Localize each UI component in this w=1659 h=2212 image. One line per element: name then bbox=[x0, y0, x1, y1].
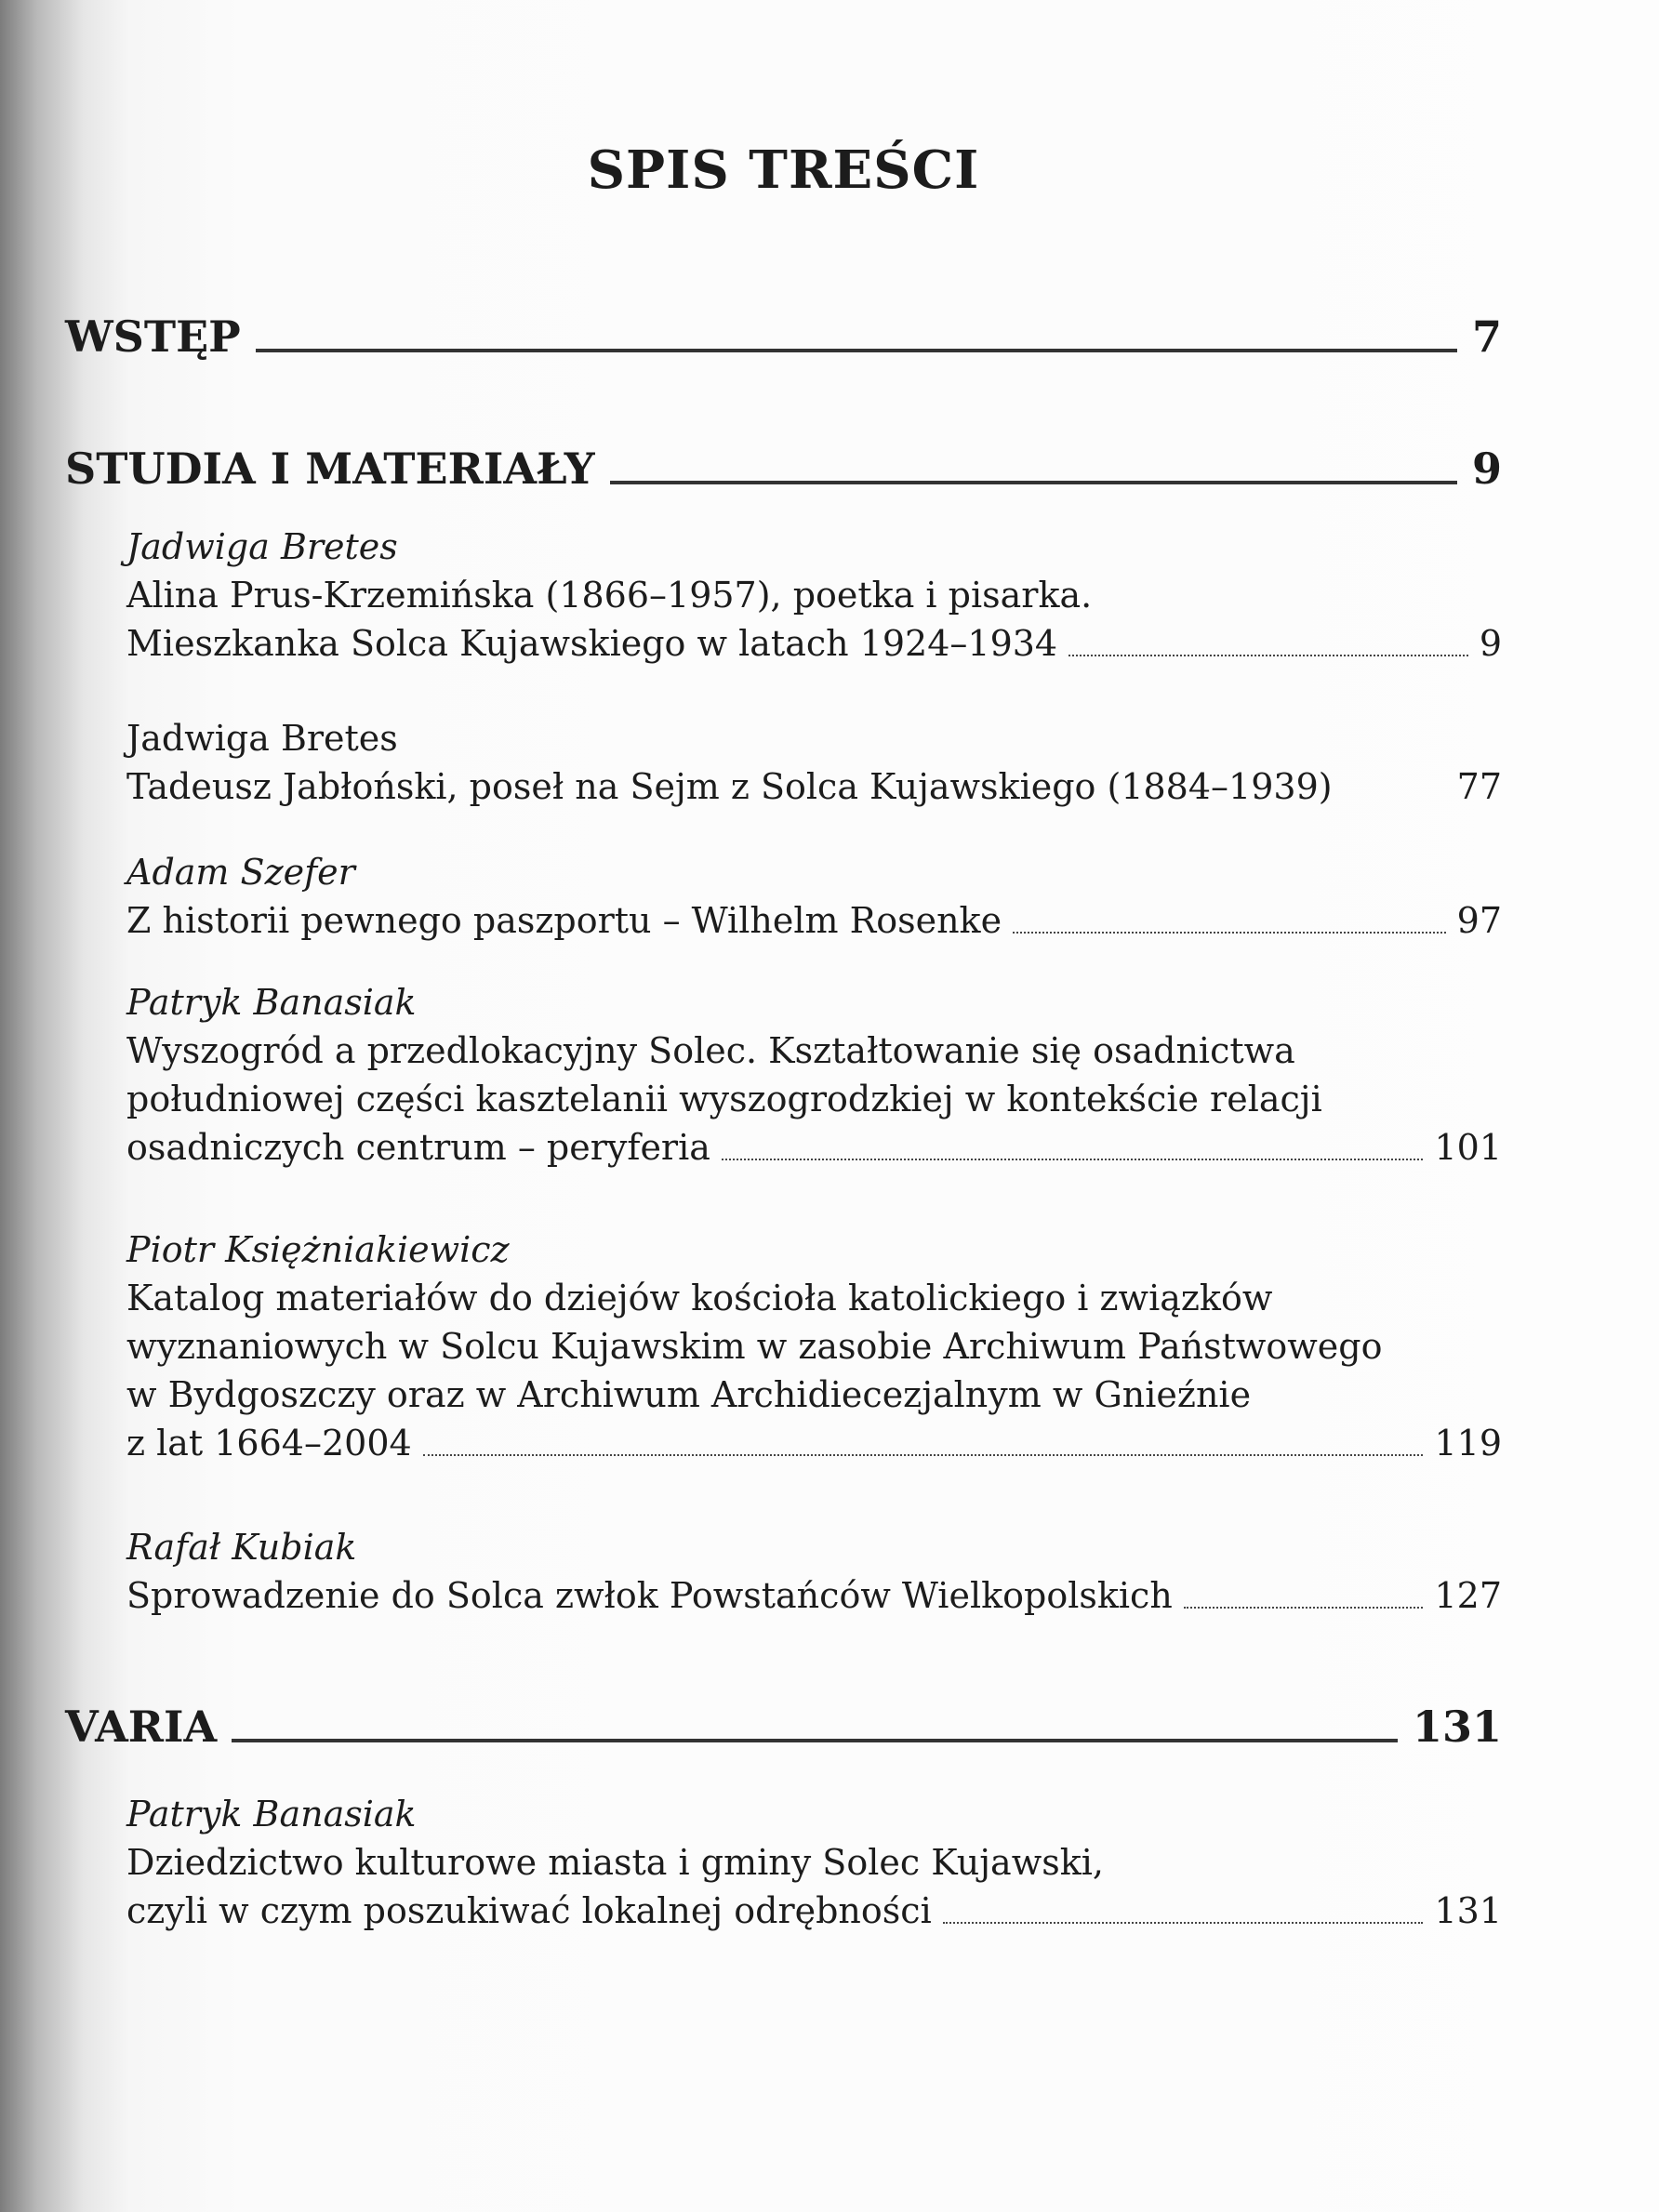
section-page-number: 7 bbox=[1471, 311, 1502, 362]
entry-last-line bbox=[126, 762, 1502, 811]
section-name: WSTĘP bbox=[65, 311, 241, 362]
entry-last-line bbox=[126, 896, 1502, 945]
dot-leader bbox=[722, 1159, 1424, 1160]
dot-leader bbox=[423, 1454, 1424, 1456]
dot-leader bbox=[1184, 1607, 1424, 1609]
entry-author: Adam Szefer bbox=[126, 852, 355, 893]
entry-last-line bbox=[126, 1419, 1502, 1467]
entry-author: Patryk Banasiak bbox=[126, 1794, 417, 1835]
section-heading-wstep bbox=[65, 311, 1502, 362]
entry-title-line: osadniczych centrum – peryferia bbox=[126, 1127, 710, 1168]
entry-last-line bbox=[126, 619, 1502, 668]
entry-author: Piotr Księżniakiewicz bbox=[126, 1229, 510, 1270]
entry-title-line: Z historii pewnego paszportu – Wilhelm Rosenke bbox=[126, 900, 1002, 941]
entry-last-line bbox=[126, 1571, 1502, 1620]
entry-title-line: Mieszkanka Solca Kujawskiego w latach 1924–1934 bbox=[126, 623, 1058, 664]
entry-author: Jadwiga Bretes bbox=[126, 718, 398, 759]
entry-title-line: południowej części kasztelanii wyszogrodzkiej w kontekście relacji bbox=[126, 1079, 1322, 1119]
entry-author: Jadwiga Bretes bbox=[126, 526, 398, 567]
toc-entry[interactable] bbox=[126, 1225, 1502, 1467]
section-rule bbox=[610, 481, 1457, 484]
entry-last-line bbox=[126, 1123, 1502, 1172]
page-title: SPIS TREŚCI bbox=[587, 139, 980, 201]
entry-author: Rafał Kubiak bbox=[126, 1527, 357, 1568]
section-heading-studia bbox=[65, 444, 1502, 494]
section-rule bbox=[232, 1739, 1398, 1742]
toc-entry[interactable] bbox=[126, 1523, 1502, 1620]
entry-page-number: 127 bbox=[1434, 1575, 1502, 1616]
toc-entry[interactable] bbox=[126, 1790, 1502, 1935]
dot-leader bbox=[943, 1922, 1424, 1924]
entry-page-number: 131 bbox=[1434, 1890, 1502, 1931]
entry-title-line: czyli w czym poszukiwać lokalnej odrębności bbox=[126, 1890, 932, 1931]
entry-last-line bbox=[126, 1887, 1502, 1935]
toc-entry[interactable] bbox=[126, 848, 1502, 945]
entry-title-line: Wyszogród a przedlokacyjny Solec. Kształtowanie się osadnictwa bbox=[126, 1030, 1295, 1071]
entry-title-line: Katalog materiałów do dziejów kościoła katolickiego i związków bbox=[126, 1278, 1273, 1318]
entry-title-line: Alina Prus-Krzemińska (1866–1957), poetka i pisarka. bbox=[126, 575, 1093, 616]
entry-page-number: 9 bbox=[1479, 623, 1502, 664]
section-heading-varia bbox=[65, 1702, 1502, 1752]
entry-title-line: w Bydgoszczy oraz w Archiwum Archidiecezjalnym w Gnieźnie bbox=[126, 1374, 1252, 1415]
section-rule bbox=[256, 349, 1457, 352]
toc-entry[interactable] bbox=[126, 714, 1502, 811]
entry-page-number: 77 bbox=[1456, 766, 1502, 807]
entry-title-line: wyznaniowych w Solcu Kujawskim w zasobie Archiwum Państwowego bbox=[126, 1326, 1383, 1367]
dot-leader bbox=[1068, 655, 1468, 656]
dot-leader bbox=[1013, 932, 1446, 934]
entry-author: Patryk Banasiak bbox=[126, 982, 417, 1023]
entry-title-line: z lat 1664–2004 bbox=[126, 1423, 412, 1464]
entry-page-number: 101 bbox=[1434, 1127, 1502, 1168]
entry-title-line: Sprowadzenie do Solca zwłok Powstańców Wielkopolskich bbox=[126, 1575, 1173, 1616]
entry-page-number: 97 bbox=[1456, 900, 1502, 941]
section-page-number: 9 bbox=[1471, 444, 1502, 494]
entry-title-line: Dziedzictwo kulturowe miasta i gminy Solec Kujawski, bbox=[126, 1842, 1104, 1883]
toc-entry[interactable] bbox=[126, 978, 1502, 1172]
toc-entry[interactable] bbox=[126, 523, 1502, 668]
section-name: STUDIA I MATERIAŁY bbox=[65, 444, 595, 494]
entry-title-line: Tadeusz Jabłoński, poseł na Sejm z Solca Kujawskiego (1884–1939) bbox=[126, 766, 1333, 807]
section-page-number: 131 bbox=[1412, 1702, 1502, 1752]
section-name: VARIA bbox=[65, 1702, 218, 1752]
entry-page-number: 119 bbox=[1434, 1423, 1502, 1464]
